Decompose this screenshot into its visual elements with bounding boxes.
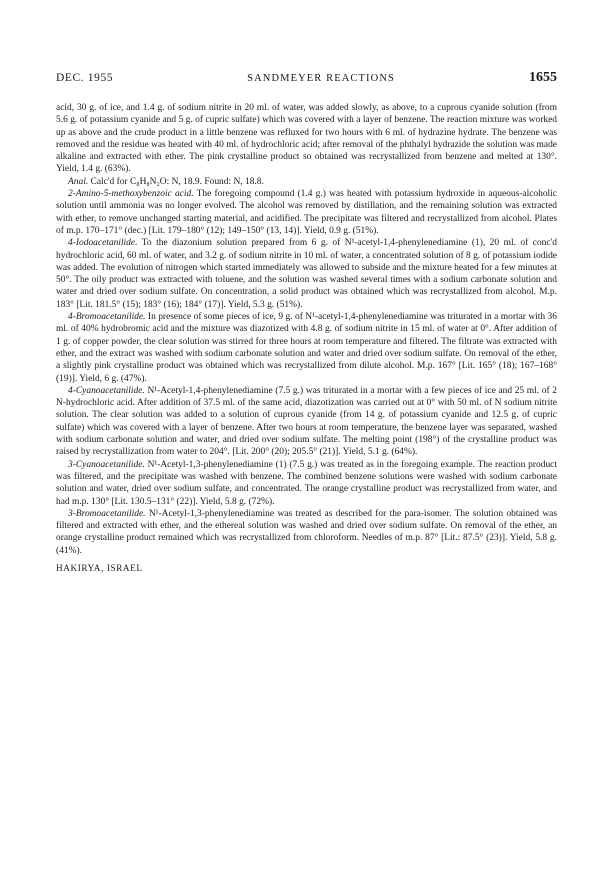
header-date: DEC. 1955 (56, 72, 114, 84)
paragraph-heading: 2-Amino-5-methoxybenzoic acid. (68, 189, 194, 200)
paragraph-heading: Anal. (68, 176, 89, 187)
paragraph-text: In presence of some pieces of ice, 9 g. of N¹-acetyl-1,4-phenylenediamine was triturated in a mortar with 36 ml. of 40% hydrobromic acid and the mixture was diazotized with 4.8 g. of sodium nitrite in 15 ml. of water at 0°. After addition of 1 g. of copper powder, the clear solution was stirred for three hours at room temperature and filtered. The filtrate was extracted with ether, and the extract was washed with sodium carbonate solution and water and dried over sodium sulfate. On removal of the ether, a slightly pink crystalline product was obtained which was recrystallized from dilute alcohol. M.p. 167° [Lit. 165° (18); 167–168° (19)]. Yield, 6 g. (47%). (56, 312, 557, 384)
paragraph-4-bromoacetanilide (56, 311, 557, 385)
paragraph-text: Calc'd for C₈H₈N₂O: N, 18.9. Found: N, 18.8. (88, 176, 264, 187)
paragraph-continuation (56, 102, 557, 176)
running-header (56, 70, 557, 96)
paragraph-heading: 4-Iodoacetanilide. (68, 238, 138, 249)
article-body (56, 102, 557, 557)
paragraph-text: N¹-Acetyl-1,3-phenylenediamine (1) (7.5 g.) was treated as in the foregoing example. The reaction product was filtered, and the precipitate was washed with benzene. The combined benzene solutions were washed with sodium carbonate solution and water, dried over sodium sulfate, and concentrated. The orange crystalline product was recrystallized from water, and had m.p. 130° [Lit. 130.5–131° (22)]. Yield, 5.8 g. (72%). (56, 459, 557, 507)
paragraph-4-iodoacetanilide (56, 237, 557, 311)
paragraph-3-bromoacetanilide (56, 508, 557, 557)
paragraph-heading: 4-Bromoacetanilide. (68, 312, 146, 323)
paragraph-text: N¹-Acetyl-1,3-phenylenediamine was treated as described for the para-isomer. The solution obtained was filtered and extracted with ether, and the ethereal solution was washed and dried over sodium sulfate. On removal of the ether, an orange crystalline product remained which was recrystallized from chloroform. Needles of m.p. 87° [Lit.: 87.5° (23)]. Yield, 5.8 g. (41%). (56, 508, 557, 556)
header-title: SANDMEYER REACTIONS (247, 73, 395, 84)
paragraph-analysis (56, 176, 557, 188)
author-location: HAKIRYA, ISRAEL (56, 562, 143, 573)
paragraph-text: acid, 30 g. of ice, and 1.4 g. of sodium nitrite in 20 ml. of water, was added slowly, as above, to a cuprous cyanide solution (from 5.6 g. of potassium cyanide and 5 g. of cupric sulfate) which was covered with a layer of benzene. The reaction mixture was worked up as above and the crude product in a little benzene was refluxed for two hours with 6 ml. of hydrazine hydrate. The benzene was removed and the residue was heated with 40 ml. of hydrochloric acid; after removal of the phthalyl hydrazide the solution was made alkaline and extracted with ether. The pink crystalline product so obtained was recrystallized from benzene and melted at 130°. Yield, 1.4 g. (63%). (56, 103, 557, 175)
paragraph-text: The foregoing compound (1.4 g.) was heated with potassium hydroxide in aqueous-alcoholic solution until ammonia was no longer evolved. The alcohol was removed by distillation, and the remaining solution was extracted with ether, to remove unchanged starting material, and acidified. The precipitate was filtered and recrystallized from alcohol. Plates of m.p. 170–171° (dec.) [Lit. 179–180° (12); 149–150° (13, 14)]. Yield, 0.9 g. (51%). (56, 189, 557, 236)
paragraph-text: To the diazonium solution prepared from 6 g. of N¹-acetyl-1,4-phenylenediamine (1), 20 ml. of conc'd hydrochloric acid, 60 ml. of water, and 3.2 g. of sodium nitrite in 10 ml. of water, a concentrated solution of 8 g. of potassium iodide was added. The evolution of nitrogen which started immediately was allowed to subside and the mixture heated for a few minutes at 50°. The oily product was extracted with toluene, and the solution was washed several times with a sodium carbonate solution and water and dried over sodium sulfate. On concentration, a solid product was obtained which was recrystallized from alcohol. M.p. 183° [Lit. 181.5° (15); 183° (16); 184° (17)]. Yield, 5.3 g. (51%). (56, 238, 557, 310)
paragraph-heading: 3-Cyanoacetanilide. (68, 459, 145, 470)
paragraph-3-cyanoacetanilide (56, 459, 557, 508)
paragraph-text: N¹-Acetyl-1,4-phenylenediamine (7.5 g.) was triturated in a mortar with a few pieces of ice and 25 ml. of 2 N-hydrochloric acid. After addition of 37.5 ml. of the same acid, diazotization was carried out at 0° with 50 ml. of N sodium nitrite solution. The clear solution was added to a solution of cuprous cyanide (from 14 g. of potassium cyanide and 12.5 g. of cupric sulfate) which was covered with a layer of benzene. After two hours at room temperature, the benzene layer was separated, washed with sodium carbonate solution and water, and dried over sodium sulfate. The melting point (198°) of the crystalline product was raised by recrystallization from water to 204°. [Lit. 200° (20); 205.5° (21)]. Yield, 5.1 g. (64%). (56, 385, 557, 458)
page-number: 1655 (528, 70, 557, 85)
paragraph-amino-methoxybenzoic-acid (56, 188, 557, 237)
paragraph-heading: 3-Bromoacetanilide. (68, 508, 146, 519)
paragraph-heading: 4-Cyanoacetanilide. (68, 385, 145, 396)
paragraph-4-cyanoacetanilide (56, 385, 557, 459)
